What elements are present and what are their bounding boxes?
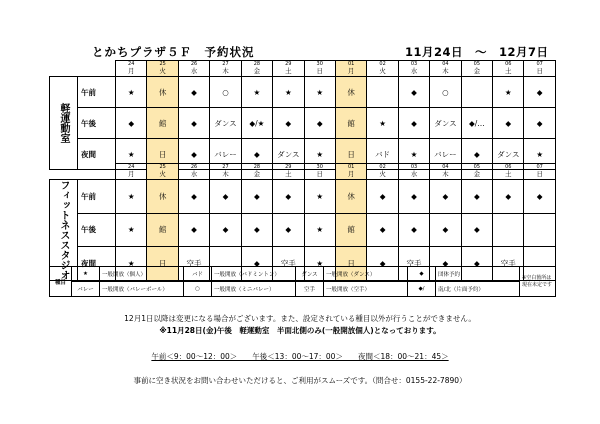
date-number: 26 — [178, 61, 209, 68]
schedule-cell: ★ — [524, 139, 555, 170]
weekday: 土 — [273, 67, 304, 77]
weekday: 火 — [367, 67, 398, 77]
schedule-cell: ★ — [304, 247, 335, 281]
schedule-cell: 休 — [335, 180, 366, 214]
schedule-cell: ★ — [241, 77, 272, 108]
legend-symbol: ダンス — [296, 267, 324, 282]
date-number: 29 — [273, 164, 304, 171]
schedule-cell: 休 — [147, 180, 178, 214]
schedule-cell: 館 — [147, 108, 178, 139]
schedule-cell: ◆ — [430, 213, 461, 247]
schedule-cell: ★ — [367, 108, 398, 139]
schedule-cell: ◆ — [430, 247, 461, 281]
schedule-cell — [461, 77, 492, 108]
schedule-cell: ◆/★ — [241, 108, 272, 139]
weekday: 日 — [304, 170, 335, 180]
schedule-cell: ◆ — [461, 247, 492, 281]
schedule-cell: ◆ — [210, 213, 241, 247]
legend-note: ※空白箇所は 現在未定です — [520, 267, 556, 297]
schedule-cell: 空手 — [493, 247, 524, 281]
schedule-cell: 日 — [147, 247, 178, 281]
schedule-cell: ◆ — [461, 213, 492, 247]
schedule-cell: ★ — [304, 213, 335, 247]
weekday: 日 — [304, 67, 335, 77]
weekday: 火 — [147, 170, 178, 180]
weekday: 月 — [116, 67, 147, 77]
legend-label: 一般開放（ダンス） — [324, 267, 408, 282]
legend-symbol: ◆ — [408, 267, 436, 282]
schedule-cell: ◆ — [398, 77, 429, 108]
schedule-cell: ダンス — [493, 139, 524, 170]
schedule-cell: ◆ — [430, 180, 461, 214]
period-label: 午後 — [78, 213, 116, 247]
weekday: 金 — [241, 67, 272, 77]
schedule-table-light-exercise-room — [49, 60, 556, 170]
weekday: 火 — [147, 67, 178, 77]
legend-symbol: ◆/ — [408, 282, 436, 297]
date-number: 28 — [241, 61, 272, 68]
schedule-cell: ○ — [430, 77, 461, 108]
schedule-cell: ★ — [304, 139, 335, 170]
schedule-cell — [524, 213, 555, 247]
schedule-cell: 館 — [147, 213, 178, 247]
header-blank — [50, 164, 116, 180]
schedule-row — [50, 108, 556, 139]
schedule-cell: ★ — [116, 139, 147, 170]
weekday: 木 — [210, 170, 241, 180]
period-label: 午後 — [78, 108, 116, 139]
header-blank — [50, 61, 116, 77]
schedule-cell: ◆ — [524, 180, 555, 214]
schedule-cell: ◆ — [241, 247, 272, 281]
note-time-periods: 午前＜9：00～12：00＞ 午後＜13：00～17：00＞ 夜間＜18：00～21：45＞ — [151, 352, 449, 361]
schedule-cell: バレー — [210, 139, 241, 170]
schedule-cell: 空手 — [273, 247, 304, 281]
date-number: 30 — [304, 61, 335, 68]
date-number: 24 — [116, 164, 147, 171]
date-number: 01 — [335, 164, 366, 171]
period-label: 夜間 — [78, 247, 116, 281]
date-number: 05 — [461, 164, 492, 171]
date-number: 01 — [335, 61, 366, 68]
room-name: 軽運動室 — [50, 77, 78, 170]
date-range: 11月24日 ～ 12月7日 — [405, 45, 549, 59]
date-number: 07 — [524, 61, 555, 68]
schedule-cell: ★ — [304, 77, 335, 108]
date-number: 02 — [367, 164, 398, 171]
weekday: 木 — [430, 170, 461, 180]
schedule-cell: ◆ — [178, 108, 209, 139]
schedule-cell: 空手 — [398, 247, 429, 281]
legend-label: 一般開放（個人） — [100, 267, 184, 282]
weekday: 金 — [461, 67, 492, 77]
date-number: 03 — [398, 61, 429, 68]
date-number: 06 — [493, 61, 524, 68]
schedule-row — [50, 213, 556, 247]
date-number: 30 — [304, 164, 335, 171]
schedule-cell: ◆ — [273, 213, 304, 247]
date-number: 25 — [147, 61, 178, 68]
date-number: 26 — [178, 164, 209, 171]
schedule-row — [50, 77, 556, 108]
schedule-cell: ◆ — [524, 108, 555, 139]
schedule-cell: ★ — [304, 180, 335, 214]
schedule-cell: ◆ — [367, 247, 398, 281]
schedule-cell: バレー — [430, 139, 461, 170]
schedule-cell: ◆ — [461, 139, 492, 170]
legend-symbol: 空手 — [296, 282, 324, 297]
schedule-cell: ★ — [116, 180, 147, 214]
weekday: 土 — [493, 67, 524, 77]
schedule-cell: ◆ — [178, 77, 209, 108]
schedule-cell: バド — [367, 139, 398, 170]
schedule-cell: ◆ — [241, 180, 272, 214]
date-number: 29 — [273, 61, 304, 68]
schedule-cell: 館 — [335, 213, 366, 247]
schedule-cell: ◆ — [178, 139, 209, 170]
schedule-cell: ★ — [493, 77, 524, 108]
weekday: 水 — [178, 170, 209, 180]
schedule-cell: ◆ — [273, 108, 304, 139]
schedule-cell: ダンス — [430, 108, 461, 139]
schedule-cell: ダンス — [210, 108, 241, 139]
schedule-cell: ◆ — [398, 213, 429, 247]
date-number: 25 — [147, 164, 178, 171]
weekday: 木 — [210, 67, 241, 77]
schedule-cell: ◆ — [273, 180, 304, 214]
legend-symbol: ★ — [72, 267, 100, 282]
schedule-cell — [493, 213, 524, 247]
date-number: 27 — [210, 61, 241, 68]
legend-table — [49, 266, 556, 297]
schedule-cell: ◆ — [116, 108, 147, 139]
schedule-cell: ★ — [116, 77, 147, 108]
legend-label: 団体予約 — [436, 267, 520, 282]
schedule-cell: ◆ — [241, 139, 272, 170]
date-number: 24 — [116, 61, 147, 68]
date-number: 07 — [524, 164, 555, 171]
page-title: とかちプラザ５Ｆ 予約状況 — [92, 45, 255, 59]
legend-label: 一般開放（空手） — [324, 282, 408, 297]
legend-symbol: ○ — [184, 282, 212, 297]
legend-label: 一般開放（ミニバレー） — [212, 282, 296, 297]
schedule-table-fitness-studio — [49, 163, 556, 281]
date-number: 28 — [241, 164, 272, 171]
date-number: 04 — [430, 61, 461, 68]
weekday: 月 — [335, 67, 366, 77]
weekday: 木 — [430, 67, 461, 77]
schedule-cell: ダンス — [273, 139, 304, 170]
schedule-cell: ◆/… — [461, 108, 492, 139]
schedule-cell: ◆ — [367, 180, 398, 214]
note-contact: 事前に空き状況をお問い合わせいただけると、ご利用がスムーズです。（問合せ：0155-22-7890） — [133, 376, 467, 385]
legend-header: 種目 — [50, 267, 72, 297]
schedule-cell: ◆ — [398, 180, 429, 214]
schedule-cell: ★ — [273, 77, 304, 108]
date-number: 06 — [493, 164, 524, 171]
schedule-cell: ◆ — [304, 108, 335, 139]
date-number: 03 — [398, 164, 429, 171]
weekday: 金 — [241, 170, 272, 180]
schedule-cell: ◆ — [210, 180, 241, 214]
period-label: 午前 — [78, 77, 116, 108]
schedule-row — [50, 180, 556, 214]
schedule-cell: ◆ — [493, 108, 524, 139]
weekday: 月 — [116, 170, 147, 180]
schedule-cell: ★ — [116, 213, 147, 247]
note-change-notice: 12月1日以降は変更になる場合がございます。また、設定されている種目以外が行うことができません。 — [124, 314, 476, 323]
legend-label: 南/北（片面予約） — [436, 282, 520, 297]
schedule-cell: 休 — [147, 77, 178, 108]
weekday: 月 — [335, 170, 366, 180]
period-label: 午前 — [78, 180, 116, 214]
date-number: 27 — [210, 164, 241, 171]
schedule-cell: ★ — [398, 139, 429, 170]
schedule-cell: 日 — [335, 139, 366, 170]
schedule-cell: 休 — [335, 77, 366, 108]
legend-label: 一般開放（バドミントン） — [212, 267, 296, 282]
schedule-cell: 日 — [147, 139, 178, 170]
schedule-cell: ◆ — [524, 77, 555, 108]
schedule-cell: 館 — [335, 108, 366, 139]
weekday: 金 — [461, 170, 492, 180]
schedule-cell — [367, 77, 398, 108]
weekday: 水 — [178, 67, 209, 77]
schedule-cell: ◆ — [241, 213, 272, 247]
schedule-cell: ◆ — [178, 180, 209, 214]
schedule-cell: ◆ — [493, 180, 524, 214]
period-label: 夜間 — [78, 139, 116, 170]
date-number: 05 — [461, 61, 492, 68]
note-special-reservation: ※11月28日(金)午後 軽運動室 半面北側のみ(一般開放個人)となっております。 — [159, 326, 441, 335]
legend-label: 一般開放（バレーボール） — [100, 282, 184, 297]
room-name: フィットネススタジオ — [50, 180, 78, 281]
legend-symbol: バレー — [72, 282, 100, 297]
schedule-cell: ◆ — [178, 213, 209, 247]
schedule-cell: ◆ — [398, 108, 429, 139]
legend-symbol: バド — [184, 267, 212, 282]
weekday: 火 — [367, 170, 398, 180]
weekday: 土 — [273, 170, 304, 180]
schedule-cell: ◆ — [367, 213, 398, 247]
weekday: 土 — [493, 170, 524, 180]
schedule-cell: 日 — [335, 247, 366, 281]
schedule-cell: ★ — [116, 247, 147, 281]
schedule-cell: ◆ — [461, 180, 492, 214]
date-number: 02 — [367, 61, 398, 68]
weekday: 水 — [398, 170, 429, 180]
weekday: 日 — [524, 67, 555, 77]
weekday: 日 — [524, 170, 555, 180]
schedule-cell: ○ — [210, 77, 241, 108]
schedule-cell: 空手 — [178, 247, 209, 281]
weekday: 水 — [398, 67, 429, 77]
date-number: 04 — [430, 164, 461, 171]
